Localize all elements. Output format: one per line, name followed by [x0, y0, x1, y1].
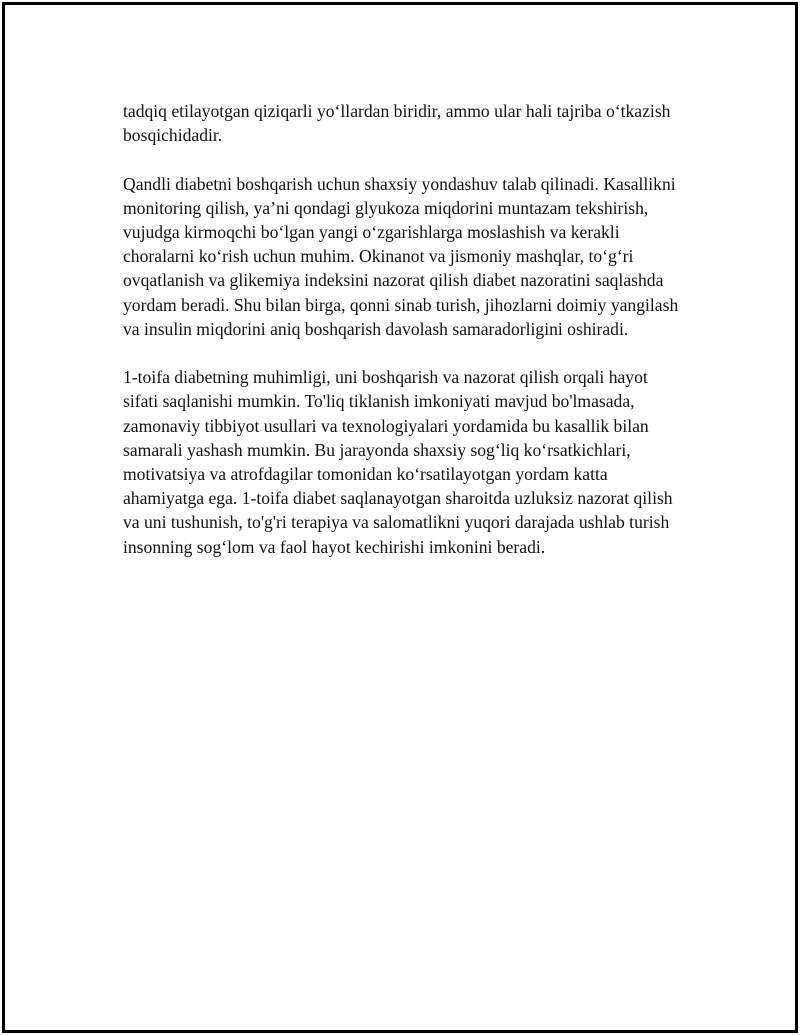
- paragraph-type1-importance: 1-toifa diabetning muhimligi, uni boshqarish va nazorat qilish orqali hayot sifati saqlanishi mumkin. To'liq tiklanish imkoniyati mavjud bo'lmasada, zamonaviy tibbiyot usullari va texnologiyalari yordamida bu kasallik bilan samarali yashash mumkin. Bu jarayonda shaxsiy sog‘liq ko‘rsatkichlari, motivatsiya va atrofdagilar tomonidan ko‘rsatilayotgan yordam katta ahamiyatga ega. 1-toifa diabet saqlanayotgan sharoitda uzluksiz nazorat qilish va uni tushunish, to'g'ri terapiya va salomatlikni yuqori darajada ushlab turish insonning sog‘lom va faol hayot kechirishi imkonini beradi.: [123, 367, 673, 557]
- document-page: [2, 2, 798, 1033]
- paragraph-management: Qandli diabetni boshqarish uchun shaxsiy yondashuv talab qilinadi. Kasallikni monitoring qilish, ya’ni qondagi glyukoza miqdorini muntazam tekshirish, vujudga kirmoqchi bo‘lgan yangi o‘zgarishlarga moslashish va kerakli choralarni ko‘rish uchun muhim. Okinanot va jismoniy mashqlar, to‘g‘ri ovqatlanish va glikemiya indeksini nazorat qilish diabet nazoratini saqlashda yordam beradi. Shu bilan birga, qonni sinab turish, jihozlarni doimiy yangilash va insulin miqdorini aniq boshqarish davolash samaradorligini oshiradi.: [123, 173, 679, 339]
- paragraph-continuation: tadqiq etilayotgan qiziqarli yo‘llardan biridir, ammo ular hali tajriba o‘tkazish bosqichidadir.: [123, 101, 671, 146]
- document-body: [123, 99, 683, 583]
